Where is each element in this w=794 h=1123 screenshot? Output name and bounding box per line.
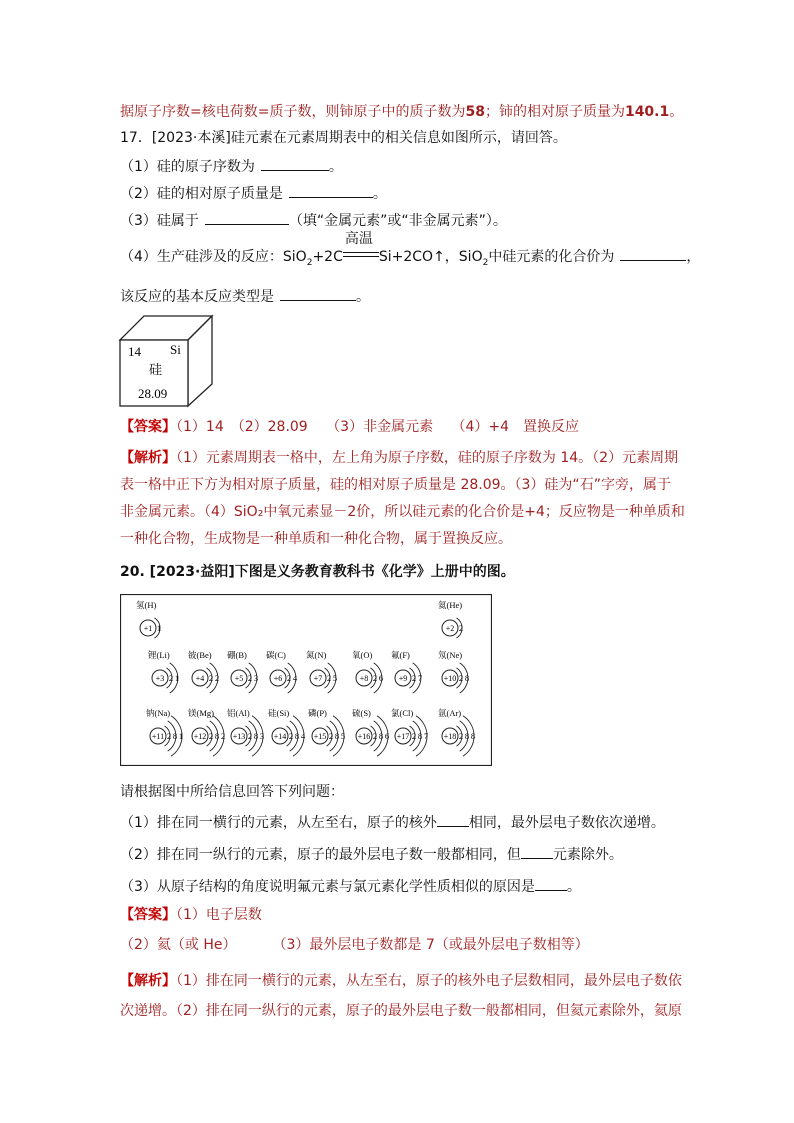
q17-sub5: 该反应的基本反应类型是 。 (120, 286, 370, 307)
atom-label: 镁(Mg) (188, 708, 214, 718)
shell-electron-count: 3 (253, 673, 259, 683)
element-name: 硅 (149, 362, 163, 377)
shell-electron-count: 8 (464, 673, 470, 683)
atom-label: 硅(Si) (268, 708, 290, 718)
shell-electron-count: 2 (372, 673, 378, 683)
atom-label: 硫(S) (352, 708, 371, 718)
atom-label: 氟(F) (391, 650, 410, 660)
answer-blank[interactable] (280, 286, 356, 301)
answer-blank[interactable] (521, 844, 553, 859)
q17-sub1: （1）硅的原子序数为 。 (120, 156, 343, 177)
shell-electron-count: 4 (292, 673, 298, 683)
answer-blank[interactable] (261, 156, 329, 171)
shell-electron-count: 8 (253, 731, 259, 741)
nucleus-charge: +14 (273, 732, 287, 741)
shell-electron-count: 4 (300, 731, 306, 741)
answer-blank[interactable] (289, 183, 373, 198)
nucleus-charge: +7 (313, 674, 323, 683)
nucleus-charge: +13 (232, 732, 246, 741)
q20-sub3: （3）从原子结构的角度说明氟元素与氯元素化学性质相似的原因是 。 (120, 876, 581, 897)
shell-electron-count: 2 (458, 731, 464, 741)
atom-label: 氯(Cl) (391, 708, 414, 718)
q20-sub2: （2）排在同一纵行的元素，原子的最外层电子数一般都相同，但 元素除外。 (120, 844, 623, 865)
shell-electron-count: 2 (458, 673, 464, 683)
q17-stem: 17．[2023·本溪]硅元素在元素周期表中的相关信息如图所示，请回答。 (120, 130, 567, 146)
element-symbol: Si (170, 342, 181, 357)
nucleus-charge: +17 (396, 732, 410, 741)
nucleus-charge: +16 (357, 732, 371, 741)
shell-electron-count: 1 (178, 731, 184, 741)
shell-electron-count: 2 (458, 623, 464, 633)
q17-sub2: （2）硅的相对原子质量是 。 (120, 183, 387, 204)
shell-electron-count: 8 (214, 731, 220, 741)
nucleus-charge: +12 (193, 732, 207, 741)
shell-electron-count: 2 (247, 673, 253, 683)
silicon-element-cell (116, 312, 216, 408)
nucleus-charge: +1 (143, 624, 153, 633)
q17-answer: 【答案】（1）14 （2）28.09 （3）非金属元素 （4）+4 置换反应 (120, 419, 580, 435)
q17-analysis: 【解析】（1）元素周期表一格中，左上角为原子序数，硅的原子序数为 14。（2）元素周期 表一格中正下方为相对原子质量，硅的相对原子质量是 28.09。（3）硅为“石”字旁，属于 非金属元素。（4）SiO₂中氧元素显－2价，所以硅元素的化合价是+4；反应物是一种单质和 一种化合物，生成物是一种单质和一种化合物，属于置换反应。 (120, 450, 685, 547)
atom-label: 氮(N) (306, 650, 327, 660)
q20-answer: 【答案】（1）电子层数 (120, 907, 262, 923)
q20-prompt: 请根据图中所给信息回答下列问题： (120, 784, 344, 800)
q17-sub4: （4）生产硅涉及的反应：SiO$_2$+2C 高温 Si+2CO↑，SiO$_2$中硅元素的化合价为 ， (120, 231, 701, 268)
nucleus-charge: +6 (273, 674, 283, 683)
shell-electron-count: 8 (464, 731, 470, 741)
atom-label: 锂(Li) (148, 650, 170, 660)
answer-blank[interactable] (535, 876, 567, 891)
nucleus-charge: +18 (443, 732, 457, 741)
shell-electron-count: 8 (470, 731, 476, 741)
atom-label: 碳(C) (266, 650, 286, 660)
shell-electron-count: 2 (166, 731, 172, 741)
nucleus-charge: +8 (359, 674, 369, 683)
shell-electron-count: 2 (326, 673, 332, 683)
shell-electron-count: 2 (286, 673, 292, 683)
nucleus-charge: +9 (398, 674, 408, 683)
shell-electron-count: 2 (328, 731, 334, 741)
shell-electron-count: 1 (156, 623, 162, 633)
nucleus-charge: +2 (445, 624, 455, 633)
element-number: 14 (128, 344, 141, 359)
shell-electron-count: 3 (259, 731, 265, 741)
atom-label: 磷(P) (308, 708, 327, 718)
element-mass: 28.09 (138, 386, 168, 401)
q20-answer-cont: （2）氦（或 He） （3）最外层电子数都是 7（或最外层电子数相等） (120, 937, 589, 953)
atom-label: 氩(Ar) (438, 708, 462, 718)
nucleus-charge: +4 (195, 674, 205, 683)
shell-electron-count: 8 (294, 731, 300, 741)
q17-sub3: （3）硅属于 （填“金属元素”或“非金属元素”）。 (120, 210, 507, 231)
shell-electron-count: 2 (288, 731, 294, 741)
shell-electron-count: 8 (334, 731, 340, 741)
q20-sub1: （1）排在同一横行的元素，从左至右，原子的核外 相同，最外层电子数依次递增。 (120, 812, 665, 833)
shell-electron-count: 1 (174, 673, 180, 683)
shell-electron-count: 5 (340, 731, 346, 741)
shell-electron-count: 8 (378, 731, 384, 741)
shell-electron-count: 2 (411, 731, 417, 741)
top-continuation: 据原子序数=核电荷数=质子数，则铈原子中的质子数为58；铈的相对原子质量为140.1。 (120, 104, 684, 120)
shell-electron-count: 8 (417, 731, 423, 741)
shell-electron-count: 2 (372, 731, 378, 741)
shell-electron-count: 2 (208, 673, 214, 683)
atom-label: 氖(Ne) (438, 650, 463, 660)
shell-electron-count: 8 (172, 731, 178, 741)
answer-blank[interactable] (437, 812, 469, 827)
shell-electron-count: 2 (208, 731, 214, 741)
nucleus-charge: +10 (443, 674, 457, 683)
shell-electron-count: 5 (332, 673, 338, 683)
shell-electron-count: 7 (417, 673, 423, 683)
nucleus-charge: +15 (313, 732, 327, 741)
atom-label: 氦(He) (438, 600, 463, 610)
shell-electron-count: 6 (378, 673, 384, 683)
reaction-condition: 高温 (343, 247, 379, 261)
answer-blank[interactable] (205, 210, 289, 225)
q20-analysis: 【解析】（1）排在同一横行的元素，从左至右，原子的核外电子层数相同，最外层电子数依 次递增。（2）排在同一纵行的元素，原子的最外层电子数一般都相同，但氦元素除外，氦原 (120, 973, 682, 1019)
atom-structure-figure (120, 594, 492, 766)
q20-stem: 20. [2023·益阳]下图是义务教育教科书《化学》上册中的图。 (120, 564, 515, 580)
atom-label: 钠(Na) (146, 708, 171, 718)
shell-electron-count: 2 (220, 731, 226, 741)
shell-electron-count: 2 (247, 731, 253, 741)
shell-electron-count: 2 (214, 673, 220, 683)
atom-label: 氢(H) (136, 600, 157, 610)
shell-electron-count: 2 (411, 673, 417, 683)
atom-label: 硼(B) (227, 650, 247, 660)
atom-label: 铝(Al) (227, 708, 250, 718)
shell-electron-count: 7 (423, 731, 429, 741)
answer-blank[interactable] (620, 246, 686, 261)
atom-label: 铍(Be) (188, 650, 212, 660)
shell-electron-count: 6 (384, 731, 390, 741)
nucleus-charge: +11 (151, 732, 165, 741)
shell-electron-count: 2 (168, 673, 174, 683)
nucleus-charge: +3 (155, 674, 165, 683)
atom-label: 氧(O) (352, 650, 373, 660)
nucleus-charge: +5 (234, 674, 244, 683)
